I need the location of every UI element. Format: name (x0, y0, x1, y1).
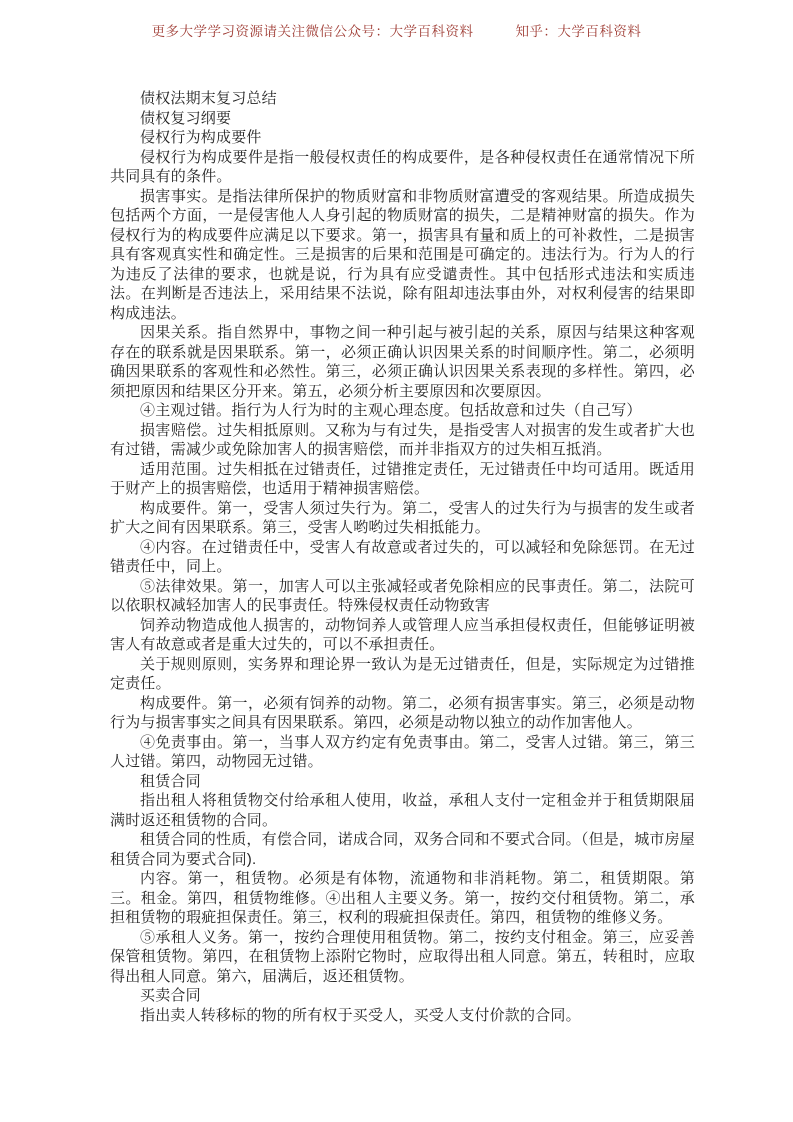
paragraph: 指出卖人转移标的物的所有权于买受人，买受人支付价款的合同。 (140, 1006, 581, 1024)
paragraph: 损害赔偿。过失相抵原则。又称为与有过失，是指受害人对损害的发生或者扩大也有过错，需减少或免除加害人的损害赔偿，而并非指双方的过失相互抵消。 (110, 421, 695, 458)
paragraph: 关于规则原则，实务界和理论界一致认为是无过错责任，但是，实际规定为过错推定责任。 (110, 655, 695, 692)
paragraph: 侵权行为构成要件 (140, 129, 262, 146)
paragraph: 侵权行为构成要件是指一般侵权责任的构成要件，是各种侵权责任在通常情况下所共同具有的条件。 (110, 148, 695, 185)
page-header (0, 20, 793, 40)
paragraph: 内容。第一，租赁物。必须是有体物，流通物和非消耗物。第二，租赁期限。第三。租金。第四，租赁物维修。④出租人主要义务。第一，按约交付租赁物。第二，承担租赁物的瑕疵担保责任。第三，权利的瑕疵担保责任。第四，租赁物的维修义务。 (110, 870, 695, 926)
paragraph: 因果关系。指自然界中，事物之间一种引起与被引起的关系，原因与结果这种客观存在的联系就是因果联系。第一，必须正确认识因果关系的时间顺序性。第二，必须明确因果联系的客观性和必然性。第三，必须正确认识因果关系表现的多样性。第四，必须把原因和结果区分开来。第五，必须分析主要原因和次要原因。 (110, 324, 695, 400)
paragraph: 债权法期末复习总结 (140, 90, 277, 107)
paragraph: 指出租人将租赁物交付给承租人使用，收益，承租人支付一定租金并于租赁期限届满时返还租赁物的合同。 (110, 792, 695, 829)
paragraph: ⑤法律效果。第一，加害人可以主张减轻或者免除相应的民事责任。第二，法院可以依职权减轻加害人的民事责任。特殊侵权责任动物致害 (110, 577, 695, 614)
paragraph: 租赁合同 (140, 772, 201, 790)
paragraph: 损害事实。是指法律所保护的物质财富和非物质财富遭受的客观结果。所造成损失包括两个方面，一是侵害他人人身引起的物质财富的损失，二是精神财富的损失。作为侵权行为的构成要件应满足以下要求。第一，损害具有量和质上的可补救性，二是损害具有客观真实性和确定性。三是损害的后果和范围是可确定的。违法行为。行为人的行为违反了法律的要求，也就是说，行为具有应受谴责性。其中包括形式违法和实质违法。在判断是否违法上，采用结果不法说，除有阻却违法事由外，对权利侵害的结果即构成违法。 (110, 187, 695, 322)
paragraph: 租赁合同的性质，有偿合同，诺成合同，双务合同和不要式合同。（但是，城市房屋租赁合同为要式合同). (110, 831, 695, 868)
paragraph: ④内容。在过错责任中，受害人有故意或者过失的，可以减轻和免除惩罚。在无过错责任中，同上。 (110, 538, 695, 575)
paragraph: 适用范围。过失相抵在过错责任，过错推定责任，无过错责任中均可适用。既适用于财产上的损害赔偿，也适用于精神损害赔偿。 (110, 460, 695, 497)
paragraph: 买卖合同 (140, 987, 201, 1004)
paragraph: 构成要件。第一，受害人须过失行为。第二，受害人的过失行为与损害的发生或者扩大之间有因果联系。第三，受害人哟哟过失相抵能力。 (110, 499, 695, 536)
paragraph: 饲养动物造成他人损害的，动物饲养人或管理人应当承担侵权责任，但能够证明被害人有故意或者是重大过失的，可以不承担责任。 (110, 616, 695, 653)
header-wechat-notice: 更多大学学习资源请关注微信公众号：大学百科资料 (151, 24, 474, 39)
header-zhihu-notice: 知乎：大学百科资料 (515, 24, 642, 39)
paragraph: ⑤承租人义务。第一，按约合理使用租赁物。第二，按约支付租金。第三，应妥善保管租赁物。第四，在租赁物上添附它物时，应取得出租人同意。第五，转租时，应取得出租人同意。第六，届满后，返还租赁物。 (110, 928, 695, 985)
paragraph: ④主观过错。指行为人行为时的主观心理态度。包括故意和过失（自己写） (140, 402, 642, 419)
document-body (110, 89, 695, 1025)
paragraph: ④免责事由。第一，当事人双方约定有免责事由。第二，受害人过错。第三，第三人过错。第四，动物园无过错。 (110, 733, 695, 770)
paragraph: 债权复习纲要 (140, 109, 232, 127)
paragraph: 构成要件。第一，必须有饲养的动物。第二，必须有损害事实。第三，必须是动物行为与损害事实之间具有因果联系。第四，必须是动物以独立的动作加害他人。 (110, 694, 695, 731)
